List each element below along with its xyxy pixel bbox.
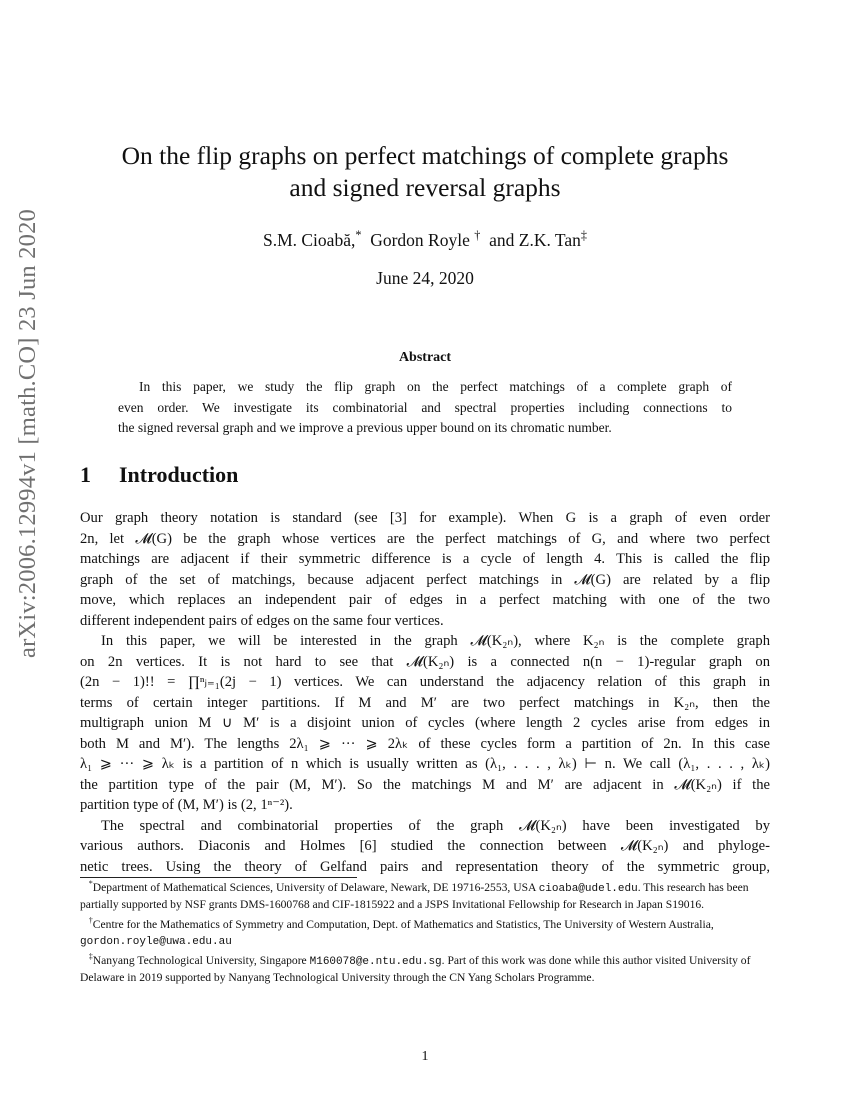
footnote-text: Nanyang Technological University, Singapore (92, 954, 307, 968)
footnote-text: Department of Mathematical Sciences, University of Delaware, Newark, DE 19716-2553, USA (92, 881, 536, 894)
body-text (80, 508, 770, 877)
paper-title (60, 140, 790, 204)
paragraph-1 (80, 508, 770, 631)
title-line-1: On the flip graphs on perfect matchings of complete graphs (121, 141, 729, 170)
email-link[interactable]: gordon.royle@uwa.edu.au (80, 935, 232, 948)
author-royle: Gordon Royle (370, 230, 470, 250)
email-link[interactable]: cioaba@udel.edu (538, 883, 638, 895)
abstract-body (118, 377, 732, 439)
footnote-royle (80, 917, 770, 951)
text-line: netic trees. Using the theory of Gelfand pairs and representation theory of the symmetric group, (80, 858, 770, 875)
abstract-line: the signed reversal graph and we improve a previous upper bound on its chromatic number. (118, 420, 612, 435)
author-cioaba: S.M. Cioabă, (262, 230, 356, 250)
section-number: 1 (80, 462, 91, 487)
text-line: terms of certain integer partitions. If M and M′ are two perfect matchings in K₂ₙ, then the (80, 694, 770, 711)
text-line: (2n − 1)!! = ∏ⁿⱼ₌₁(2j − 1) vertices. We can understand the adjacency relation of this graph in (80, 674, 770, 690)
paragraph-2 (80, 631, 770, 816)
text-line: multigraph union M ∪ M′ is a disjoint union of cycles (where length 2 cycles arise from edges in (80, 715, 770, 731)
paragraph-3 (80, 816, 770, 878)
footnote-cioaba (80, 880, 770, 914)
text-line: on 2n vertices. It is not hard to see that 𝓜(K₂ₙ) is a connected n(n − 1)-regular graph on (80, 653, 770, 670)
text-line: different independent pairs of edges on the same four vertices. (80, 612, 444, 629)
abstract-line: In this paper, we study the flip graph on the perfect matchings of a complete graph of (139, 379, 732, 394)
section-heading (80, 462, 238, 488)
title-line-2: and signed reversal graphs (289, 173, 561, 202)
abstract-heading: Abstract (398, 350, 452, 365)
author-list (100, 230, 750, 251)
abstract-line: even order. We investigate its combinatorial and spectral properties including connections to (118, 399, 732, 415)
text-line: matchings are adjacent if their symmetric difference is a cycle of length 4. This is called the flip (80, 551, 770, 567)
text-line: The spectral and combinatorial properties of the graph 𝓜(K₂ₙ) have been investigated by (101, 817, 770, 834)
section-title: Introduction (119, 462, 239, 487)
arxiv-identifier: arXiv:2006.12994v1 [math.CO] 23 Jun 2020 (14, 209, 41, 658)
text-line: partition type of (M, M′) is (2, 1ⁿ⁻²). (80, 797, 293, 813)
author-cioaba-mark: * (355, 228, 362, 243)
footnote-mark: † (88, 915, 93, 925)
text-line: move, which replaces an independent pair of edges in a perfect matching with one of the two (80, 592, 770, 608)
author-royle-mark: † (474, 228, 481, 243)
paper-date: June 24, 2020 (376, 268, 474, 288)
footnote-text: . This research has been partially supported by NSF grants DMS-1600768 and CIF-1815922 and a JSPS Invitational Fellowship for Research in Japan S19016. (80, 881, 749, 912)
footnote-tan (80, 953, 770, 987)
text-line: both M and M′). The lengths 2λ₁ ⩾ ··· ⩾ 2λₖ of these cycles form a partition of 2n. In this case (80, 735, 770, 752)
footnotes (80, 880, 770, 990)
text-line: the partition type of the pair (M, M′). So the matchings M and M′ are adjacent in 𝓜(K₂ₙ) if the (80, 776, 770, 793)
author-tan-mark: ‡ (580, 228, 588, 243)
author-tan: and Z.K. Tan (489, 230, 581, 250)
footnote-mark: * (88, 879, 93, 889)
text-line: λ₁ ⩾ ··· ⩾ λₖ is a partition of n which is usually written as (λ₁, . . . , λₖ) ⊢ n. We call (λ₁, . . . , λₖ) (80, 756, 770, 772)
email-link[interactable]: M160078@e.ntu.edu.sg (309, 956, 442, 969)
text-line: In this paper, we will be interested in the graph 𝓜(K₂ₙ), where K₂ₙ is the complete graph (101, 633, 770, 649)
page-number: 1 (421, 1049, 429, 1064)
footnote-text: Centre for the Mathematics of Symmetry and Computation, Dept. of Mathematics and Statistics, The University of Western Australia, (92, 917, 714, 931)
text-line: 2n, let 𝓜(G) be the graph whose vertices are the perfect matchings of G, and where two perfect (80, 530, 770, 547)
text-line: various authors. Diaconis and Holmes [6] studied the connection between 𝓜(K₂ₙ) and phyloge- (80, 838, 770, 854)
footnote-mark: ‡ (88, 952, 93, 962)
text-line: Our graph theory notation is standard (see [3] for example). When G is a graph of even order (80, 510, 770, 526)
footnote-text: . Part of this work was done while this author visited University of Delaware in 2019 supported by Nanyang Technological University through the CN Yang Scholars Programme. (80, 954, 751, 985)
text-line: graph of the set of matchings, because adjacent perfect matchings in 𝓜(G) are related by a flip (80, 571, 770, 588)
footnote-rule (80, 877, 357, 878)
